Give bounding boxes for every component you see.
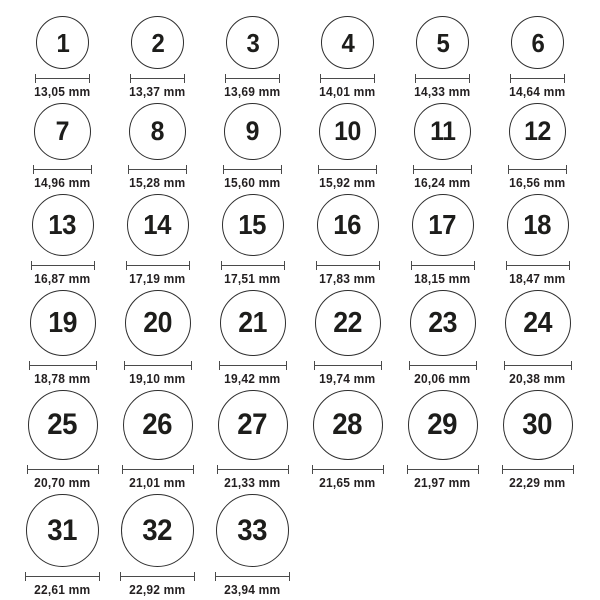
diameter-label: 13,69 mm [224,85,281,99]
diameter-measure-line [215,572,290,581]
ring-circle [408,390,478,460]
ring-circle [30,290,96,356]
ring-cell [205,16,300,100]
diameter-label: 19,10 mm [129,372,186,386]
ring-row [15,103,585,191]
diameter-label: 14,01 mm [319,85,376,99]
ring-size-number: 21 [238,306,267,339]
diameter-label: 17,83 mm [319,272,376,286]
ring-size-number: 5 [436,27,449,58]
ring-cell [205,194,300,287]
ring-cell [395,194,490,287]
ring-size-number: 17 [428,209,457,240]
ring-circle [32,194,94,256]
diameter-label: 19,42 mm [224,372,281,386]
ring-size-number: 3 [246,27,259,58]
diameter-measure-line [320,74,375,83]
ring-circle [220,290,286,356]
ring-size-number: 13 [48,209,77,240]
ring-circle [511,16,564,69]
ring-row [15,194,585,287]
ring-size-number: 7 [55,116,70,146]
ring-cell [110,194,205,287]
diameter-measure-line [316,261,380,270]
ring-circle [315,290,381,356]
ring-size-number: 32 [142,513,173,547]
diameter-label: 22,29 mm [509,476,566,490]
ring-cell [395,16,490,100]
diameter-measure-line [29,361,97,370]
diameter-label: 16,56 mm [509,176,566,190]
ring-cell [15,16,110,100]
diameter-measure-line [219,361,287,370]
diameter-measure-line [407,465,479,474]
ring-size-number: 31 [47,513,78,547]
ring-cell [110,290,205,387]
ring-size-number: 24 [523,306,552,339]
ring-size-number: 19 [48,306,77,339]
ring-cell [490,290,585,387]
ring-cell [395,390,490,491]
diameter-measure-line [120,572,195,581]
diameter-label: 13,37 mm [129,85,186,99]
diameter-measure-line [126,261,190,270]
diameter-label: 20,70 mm [34,476,91,490]
diameter-label: 20,06 mm [414,372,471,386]
ring-circle [412,194,474,256]
ring-circle [416,16,469,69]
ring-cell [205,290,300,387]
ring-row [15,16,585,100]
diameter-measure-line [128,165,187,174]
diameter-measure-line [413,165,472,174]
ring-cell [110,494,205,598]
diameter-label: 13,05 mm [34,85,91,99]
ring-size-number: 33 [237,513,268,547]
diameter-label: 21,97 mm [414,476,471,490]
ring-size-number: 4 [341,27,354,58]
ring-size-number: 9 [245,116,260,146]
ring-row [15,494,585,598]
diameter-label: 20,38 mm [509,372,566,386]
ring-cell [110,103,205,191]
ring-circle [410,290,476,356]
diameter-measure-line [411,261,475,270]
diameter-measure-line [225,74,280,83]
diameter-measure-line [217,465,289,474]
ring-cell [15,494,110,598]
ring-cell [395,290,490,387]
ring-circle [509,103,566,160]
ring-size-number: 18 [523,209,552,240]
ring-size-number: 12 [524,116,551,146]
ring-cell [15,290,110,387]
ring-circle [125,290,191,356]
ring-circle [123,390,193,460]
diameter-measure-line [130,74,185,83]
ring-cell [300,16,395,100]
diameter-label: 21,33 mm [224,476,281,490]
ring-cell [300,194,395,287]
diameter-measure-line [25,572,100,581]
diameter-label: 21,65 mm [319,476,376,490]
ring-circle [321,16,374,69]
ring-cell [15,103,110,191]
ring-circle [131,16,184,69]
diameter-label: 15,92 mm [319,176,376,190]
diameter-measure-line [27,465,99,474]
ring-size-number: 6 [531,27,544,58]
ring-cell [300,103,395,191]
diameter-measure-line [31,261,95,270]
ring-cell [490,103,585,191]
ring-circle [127,194,189,256]
diameter-measure-line [33,165,92,174]
diameter-label: 22,61 mm [34,583,91,597]
ring-cell [110,390,205,491]
ring-cell [15,194,110,287]
diameter-label: 19,74 mm [319,372,376,386]
ring-size-number: 11 [429,116,456,146]
diameter-measure-line [312,465,384,474]
diameter-label: 22,92 mm [129,583,186,597]
ring-size-number: 26 [142,408,173,441]
diameter-measure-line [124,361,192,370]
ring-circle [313,390,383,460]
diameter-measure-line [506,261,570,270]
ring-circle [224,103,281,160]
ring-size-number: 29 [427,408,458,441]
ring-size-number: 8 [150,116,165,146]
diameter-label: 14,96 mm [34,176,91,190]
ring-circle [507,194,569,256]
ring-size-number: 1 [56,27,69,58]
ring-size-number: 28 [332,408,363,441]
diameter-measure-line [504,361,572,370]
ring-size-number: 16 [333,209,362,240]
ring-size-number: 2 [151,27,164,58]
diameter-label: 18,15 mm [414,272,471,286]
ring-row [15,290,585,387]
ring-circle [414,103,471,160]
ring-circle [503,390,573,460]
ring-circle [505,290,571,356]
ring-size-number: 15 [238,209,267,240]
ring-circle [36,16,89,69]
ring-cell [490,194,585,287]
diameter-measure-line [415,74,470,83]
diameter-measure-line [221,261,285,270]
diameter-label: 16,24 mm [414,176,471,190]
ring-size-number: 20 [143,306,172,339]
diameter-measure-line [318,165,377,174]
diameter-measure-line [409,361,477,370]
diameter-label: 14,64 mm [509,85,566,99]
diameter-measure-line [502,465,574,474]
diameter-measure-line [510,74,565,83]
ring-size-number: 27 [237,408,268,441]
ring-size-number: 30 [522,408,553,441]
ring-circle [129,103,186,160]
ring-cell [395,103,490,191]
ring-size-number: 22 [333,306,362,339]
ring-size-number: 23 [428,306,457,339]
ring-cell [205,390,300,491]
ring-cell [110,16,205,100]
ring-circle [121,494,194,567]
diameter-label: 17,51 mm [224,272,281,286]
diameter-measure-line [35,74,90,83]
ring-cell [300,290,395,387]
diameter-label: 18,47 mm [509,272,566,286]
diameter-label: 15,28 mm [129,176,186,190]
diameter-measure-line [223,165,282,174]
diameter-measure-line [508,165,567,174]
diameter-measure-line [314,361,382,370]
ring-cell [15,390,110,491]
ring-circle [226,16,279,69]
ring-cell [300,390,395,491]
ring-circle [317,194,379,256]
diameter-label: 15,60 mm [224,176,281,190]
ring-size-number: 25 [47,408,78,441]
ring-cell [205,494,300,598]
diameter-label: 21,01 mm [129,476,186,490]
diameter-label: 14,33 mm [414,85,471,99]
ring-circle [222,194,284,256]
diameter-label: 18,78 mm [34,372,91,386]
ring-circle [34,103,91,160]
ring-row [15,390,585,491]
diameter-label: 16,87 mm [34,272,91,286]
ring-circle [26,494,99,567]
ring-cell [490,16,585,100]
ring-size-number: 14 [143,209,172,240]
ring-circle [319,103,376,160]
ring-cell [205,103,300,191]
diameter-measure-line [122,465,194,474]
ring-circle [216,494,289,567]
diameter-label: 17,19 mm [129,272,186,286]
ring-cell [490,390,585,491]
ring-circle [218,390,288,460]
diameter-label: 23,94 mm [224,583,281,597]
ring-circle [28,390,98,460]
ring-size-number: 10 [334,116,361,146]
